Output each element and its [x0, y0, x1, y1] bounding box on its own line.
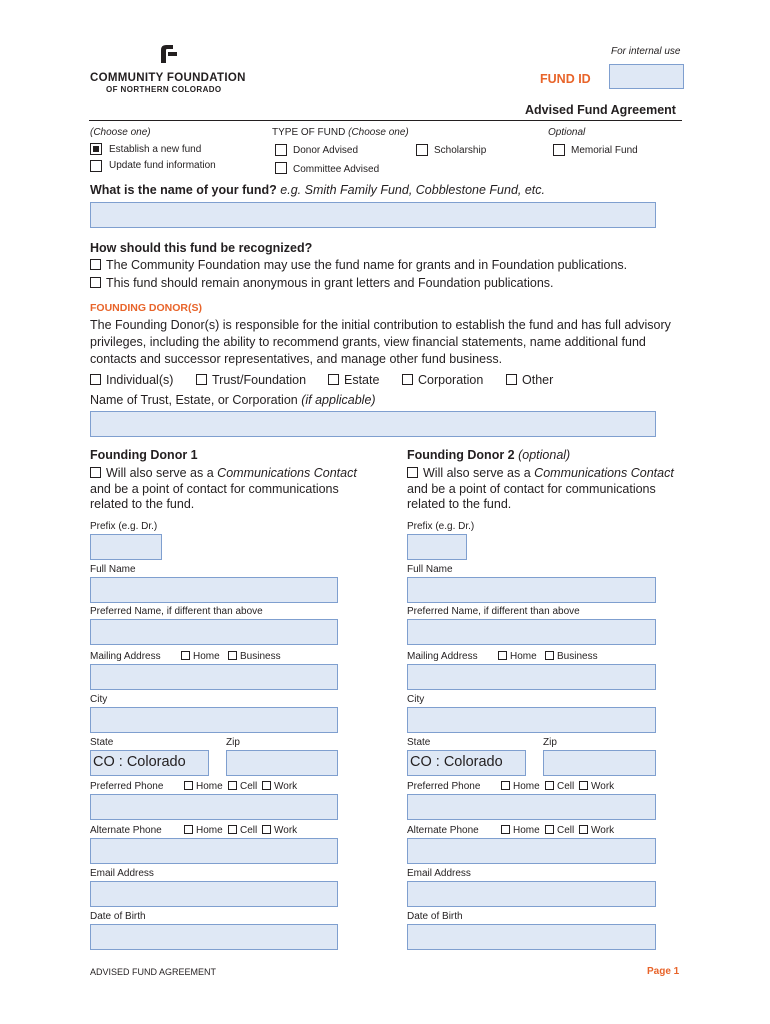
update-fund-checkbox[interactable] [90, 160, 102, 172]
committee-advised-checkbox[interactable] [275, 162, 287, 174]
donor-1-fullname-field[interactable] [90, 577, 338, 603]
donor-1-email-field[interactable] [90, 881, 338, 907]
donor-1-pref-phone-home[interactable] [184, 781, 223, 792]
donor-2-alt-phone-home-label: Home [513, 825, 540, 836]
donor-1-alt-phone-work[interactable] [262, 825, 297, 836]
donor-2-mailing-field[interactable] [407, 664, 656, 690]
donor-2-alt-phone-cell-label: Cell [557, 825, 575, 836]
donor-2-zip-label: Zip [543, 737, 557, 748]
donor-2-alt-phone-cell[interactable] [545, 825, 574, 836]
donor-2-email-label: Email Address [407, 868, 471, 879]
establish-fund-label: Establish a new fund [109, 144, 202, 155]
founding-para-line3: contacts and successor representatives, and manage other fund business. [90, 352, 503, 366]
donor-1-state-select[interactable] [90, 750, 209, 776]
founding-para-line1: The Founding Donor(s) is responsible for the initial contribution to establish the fund and has full advisory [90, 318, 671, 332]
fund-type-heading-note: (Choose one) [348, 127, 409, 138]
recognition-question: How should this fund be recognized? [90, 241, 313, 255]
checkbox-icon[interactable] [196, 374, 207, 385]
donor-2-prefix-field[interactable] [407, 534, 467, 560]
donor-2-fullname-label: Full Name [407, 564, 453, 575]
donor-1-comm-line2: and be a point of contact for communications [90, 482, 339, 496]
donor-type-trust-label: Trust/Foundation [212, 373, 307, 387]
trust-name-label [90, 393, 376, 407]
donor-1-state-value: CO : Colorado [93, 754, 186, 770]
checkbox-icon[interactable] [501, 825, 510, 834]
update-fund-label: Update fund information [109, 160, 216, 171]
donor-2-comm-line3: related to the fund. [407, 497, 512, 511]
memorial-fund-checkbox[interactable] [553, 144, 565, 156]
donor-advised-checkbox[interactable] [275, 144, 287, 156]
checkbox-icon[interactable] [579, 825, 588, 834]
fund-name-question-text: What is the name of your fund? [90, 183, 277, 197]
donor-2-pref-phone-field[interactable] [407, 794, 656, 820]
donor-2-mailing-business[interactable] [545, 651, 598, 662]
checkbox-icon[interactable] [90, 259, 101, 270]
scholarship-checkbox[interactable] [416, 144, 428, 156]
donor-1-mailing-home[interactable] [181, 651, 220, 662]
donor-1-preferred-field[interactable] [90, 619, 338, 645]
donor-type-estate[interactable] [328, 373, 379, 387]
donor-1-prefix-label: Prefix (e.g. Dr.) [90, 521, 158, 532]
committee-advised-label: Committee Advised [293, 164, 380, 175]
donor-2-pref-phone-label: Preferred Phone [407, 781, 481, 792]
checkbox-icon[interactable] [90, 277, 101, 288]
donor-2-city-label: City [407, 694, 425, 705]
donor-2-comm-role: Communications Contact [534, 466, 674, 480]
checkbox-icon[interactable] [228, 781, 237, 790]
donor-2-title-text: Founding Donor 2 [407, 448, 515, 462]
donor-1-comm-line1[interactable] [90, 466, 357, 480]
founding-para-line2: privileges, including the ability to recommend grants, view financial statements, name additional fund [90, 335, 646, 349]
recognition-option-public-label: The Community Foundation may use the fund name for grants and in Foundation publications. [106, 258, 628, 272]
donor-1-alt-phone-work-label: Work [274, 825, 298, 836]
donor-1-mailing-label: Mailing Address [90, 651, 161, 662]
donor-1-zip-field[interactable] [226, 750, 338, 776]
fund-name-question [90, 183, 545, 197]
donor-2-comm-line1[interactable] [407, 466, 674, 480]
donor-1-pref-phone-cell[interactable] [228, 781, 257, 792]
checkbox-icon[interactable] [228, 651, 237, 660]
donor-1-mailing-home-label: Home [193, 651, 220, 662]
donor-2-mailing-label: Mailing Address [407, 651, 478, 662]
checkbox-icon[interactable] [262, 781, 271, 790]
donor-2-fullname-field[interactable] [407, 577, 656, 603]
internal-use-note: For internal use [611, 46, 681, 57]
donor-1-state-label: State [90, 737, 114, 748]
logo-subname: OF NORTHERN COLORADO [106, 85, 222, 94]
header-rule [89, 120, 682, 121]
donor-1-alt-phone-home-label: Home [196, 825, 223, 836]
founding-donors-heading: FOUNDING DONOR(S) [90, 302, 202, 314]
donor-type-trust[interactable] [196, 373, 306, 387]
donor-2-pref-phone-work-label: Work [591, 781, 615, 792]
checkbox-icon[interactable] [407, 467, 418, 478]
donor-1-mailing-field[interactable] [90, 664, 338, 690]
donor-2-mailing-home-label: Home [510, 651, 537, 662]
checkbox-icon[interactable] [328, 374, 339, 385]
fund-id-field[interactable] [609, 64, 684, 89]
donor-1-dob-field[interactable] [90, 924, 338, 950]
donor-1-alt-phone-field[interactable] [90, 838, 338, 864]
donor-1-comm-role: Communications Contact [217, 466, 357, 480]
scholarship-label: Scholarship [434, 145, 487, 156]
donor-2-pref-phone-home-label: Home [513, 781, 540, 792]
fund-id-label: FUND ID [540, 72, 591, 86]
donor-1-prefix-field[interactable] [90, 534, 162, 560]
recognition-option-anonymous-label: This fund should remain anonymous in grant letters and Foundation publications. [106, 276, 554, 290]
foundation-logo-mark-icon [159, 44, 179, 64]
optional-heading: Optional [548, 127, 586, 138]
donor-1-comm-line3: related to the fund. [90, 497, 195, 511]
donor-2-email-field[interactable] [407, 881, 656, 907]
donor-2-prefix-label: Prefix (e.g. Dr.) [407, 521, 475, 532]
donor-2-preferred-field[interactable] [407, 619, 656, 645]
donor-1-pref-phone-home-label: Home [196, 781, 223, 792]
donor-2-state-select[interactable] [407, 750, 526, 776]
donor-2-pref-phone-cell-label: Cell [557, 781, 575, 792]
donor-1-zip-label: Zip [226, 737, 240, 748]
donor-type-other[interactable] [506, 373, 553, 387]
donor-2-alt-phone-home[interactable] [501, 825, 540, 836]
donor-2-comm-line2: and be a point of contact for communications [407, 482, 656, 496]
donor-1-dob-label: Date of Birth [90, 911, 146, 922]
checkbox-icon[interactable] [184, 825, 193, 834]
recognition-option-anonymous[interactable] [90, 276, 554, 290]
donor-2-pref-phone-home[interactable] [501, 781, 540, 792]
donor-1-alt-phone-cell[interactable] [228, 825, 257, 836]
donor-1-mailing-business-label: Business [240, 651, 281, 662]
donor-1-fullname-label: Full Name [90, 564, 136, 575]
donor-1-pref-phone-work-label: Work [274, 781, 298, 792]
donor-1-city-label: City [90, 694, 108, 705]
donor-type-other-label: Other [522, 373, 554, 387]
checkbox-icon[interactable] [228, 825, 237, 834]
donor-type-corporation[interactable] [402, 373, 483, 387]
checkbox-icon[interactable] [90, 374, 101, 385]
checkbox-icon[interactable] [545, 651, 554, 660]
donor-2-alt-phone-field[interactable] [407, 838, 656, 864]
donor-1-pref-phone-label: Preferred Phone [90, 781, 164, 792]
recognition-option-public[interactable] [90, 258, 627, 272]
donor-2-dob-label: Date of Birth [407, 911, 463, 922]
trust-name-field[interactable] [90, 411, 656, 437]
checkbox-icon[interactable] [184, 781, 193, 790]
donor-type-individual[interactable] [90, 373, 173, 387]
page-number: Page 1 [647, 966, 680, 977]
donor-2-zip-field[interactable] [543, 750, 656, 776]
form-title: Advised Fund Agreement [525, 103, 676, 117]
checkbox-icon[interactable] [501, 781, 510, 790]
donor-type-individual-label: Individual(s) [106, 373, 174, 387]
checkbox-icon[interactable] [506, 374, 517, 385]
establish-fund-checkbox[interactable] [90, 143, 102, 155]
checkbox-icon[interactable] [545, 781, 554, 790]
donor-type-estate-label: Estate [344, 373, 380, 387]
donor-1-pref-phone-cell-label: Cell [240, 781, 258, 792]
checkbox-icon[interactable] [579, 781, 588, 790]
donor-2-state-value: CO : Colorado [410, 754, 503, 770]
fund-type-heading [272, 127, 409, 138]
donor-2-alt-phone-label: Alternate Phone [407, 825, 479, 836]
donor-1-preferred-label: Preferred Name, if different than above [90, 606, 263, 617]
donor-1-alt-phone-cell-label: Cell [240, 825, 258, 836]
fund-name-question-hint: e.g. Smith Family Fund, Cobblestone Fund, etc. [280, 183, 546, 197]
donor-1-alt-phone-label: Alternate Phone [90, 825, 162, 836]
donor-2-dob-field[interactable] [407, 924, 656, 950]
fund-name-field[interactable] [90, 202, 656, 228]
logo-name: COMMUNITY FOUNDATION [90, 72, 246, 84]
donor-2-pref-phone-cell[interactable] [545, 781, 574, 792]
donor-1-alt-phone-home[interactable] [184, 825, 223, 836]
donor-2-city-field[interactable] [407, 707, 656, 733]
donor-1-email-label: Email Address [90, 868, 154, 879]
donor-2-pref-phone-work[interactable] [579, 781, 614, 792]
donor-1-pref-phone-work[interactable] [262, 781, 297, 792]
donor-2-mailing-business-label: Business [557, 651, 598, 662]
donor-advised-label: Donor Advised [293, 145, 359, 156]
checkbox-icon[interactable] [402, 374, 413, 385]
trust-name-label-text: Name of Trust, Estate, or Corporation [90, 393, 298, 407]
donor-1-comm-text: Will also serve as a [106, 466, 214, 480]
donor-2-mailing-home[interactable] [498, 651, 537, 662]
donor-2-title-note: (optional) [518, 448, 571, 462]
donor-2-preferred-label: Preferred Name, if different than above [407, 606, 580, 617]
trust-name-label-note: (if applicable) [301, 393, 376, 407]
donor-1-title-text: Founding Donor 1 [90, 448, 198, 462]
donor-2-alt-phone-work-label: Work [591, 825, 615, 836]
donor-1-mailing-business[interactable] [228, 651, 281, 662]
fund-type-heading-bold: TYPE OF FUND [272, 127, 346, 138]
checkbox-icon[interactable] [90, 467, 101, 478]
footer-title: ADVISED FUND AGREEMENT [90, 967, 217, 977]
checkbox-icon[interactable] [181, 651, 190, 660]
donor-2-state-label: State [407, 737, 431, 748]
donor-1-city-field[interactable] [90, 707, 338, 733]
choose-one-heading: (Choose one) [90, 127, 151, 138]
checkbox-icon[interactable] [262, 825, 271, 834]
donor-1-title [90, 448, 198, 462]
donor-1-pref-phone-field[interactable] [90, 794, 338, 820]
memorial-fund-label: Memorial Fund [571, 145, 638, 156]
donor-type-corporation-label: Corporation [418, 373, 484, 387]
checkbox-icon[interactable] [498, 651, 507, 660]
checkbox-icon[interactable] [545, 825, 554, 834]
donor-2-alt-phone-work[interactable] [579, 825, 614, 836]
donor-2-comm-text: Will also serve as a [423, 466, 531, 480]
donor-2-title [407, 448, 570, 462]
